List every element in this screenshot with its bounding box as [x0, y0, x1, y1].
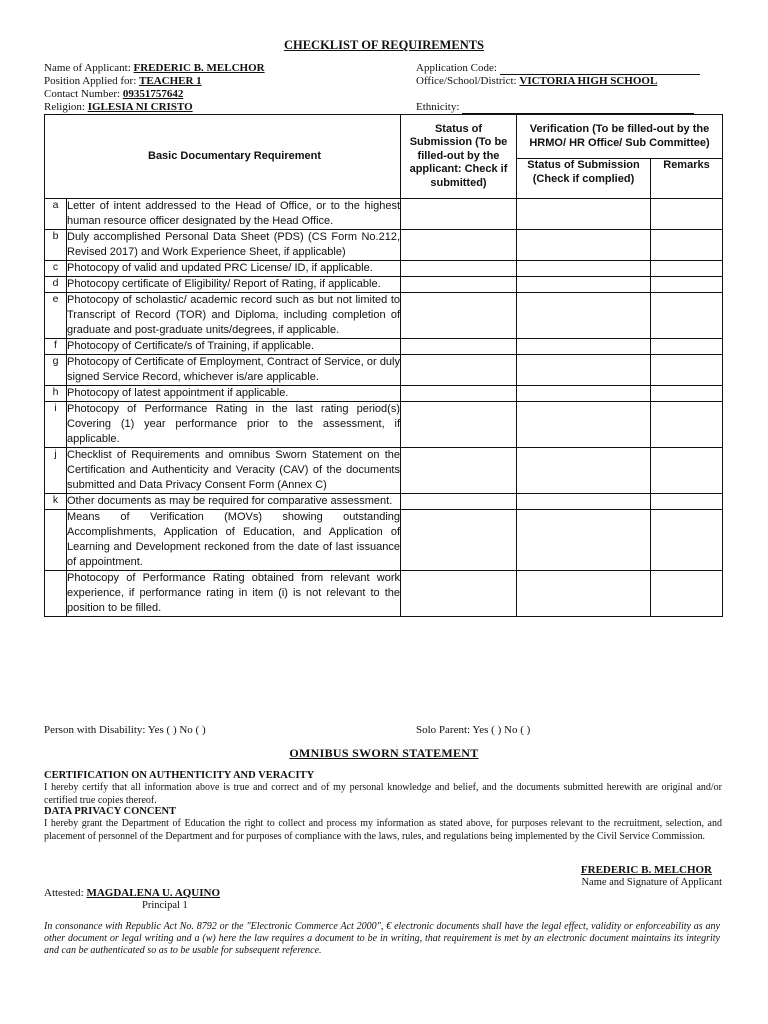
requirement-letter: [45, 571, 67, 617]
position-label: Position Applied for:: [44, 75, 137, 87]
requirement-letter: c: [45, 261, 67, 277]
requirement-text: Photocopy of Performance Rating obtained from relevant work experience, if performance rating in item (i) is not relevant to the position to be filled.: [67, 571, 401, 617]
header-verification-status: Status of Submission (Check if complied): [517, 159, 651, 199]
attested-label: Attested:: [44, 887, 84, 899]
remarks-cell[interactable]: [651, 386, 723, 402]
header-status: Status of Submission (To be filled-out by the applicant: Check if submitted): [401, 115, 517, 199]
applicant-name-line: [44, 62, 265, 75]
status-check-cell[interactable]: [401, 571, 517, 617]
requirement-row: [45, 386, 723, 402]
requirement-text: Checklist of Requirements and omnibus Sworn Statement on the Certification and Authenticity and Veracity (CAV) of the documents submitted and Data Privacy Consent Form (Annex C): [67, 448, 401, 494]
status-check-cell[interactable]: [401, 386, 517, 402]
requirements-table: [44, 114, 723, 617]
requirement-text: Photocopy of scholastic/ academic record such as but not limited to Transcript of Record (TOR) and Diploma, including completion of graduate and post-graduate units/degrees, if applicable.: [67, 293, 401, 339]
remarks-cell[interactable]: [651, 277, 723, 293]
requirement-letter: e: [45, 293, 67, 339]
requirement-text: Photocopy certificate of Eligibility/ Report of Rating, if applicable.: [67, 277, 401, 293]
requirement-letter: g: [45, 355, 67, 386]
requirement-text: Photocopy of latest appointment if applicable.: [67, 386, 401, 402]
religion-line: [44, 101, 193, 114]
requirement-letter: j: [45, 448, 67, 494]
requirement-letter: b: [45, 230, 67, 261]
ethnicity-line: [416, 101, 694, 114]
office-line: [416, 75, 657, 88]
contact-label: Contact Number:: [44, 88, 121, 100]
remarks-cell[interactable]: [651, 510, 723, 571]
requirement-text: Other documents as may be required for comparative assessment.: [67, 494, 401, 510]
remarks-cell[interactable]: [651, 355, 723, 386]
verification-check-cell[interactable]: [517, 199, 651, 230]
requirement-row: [45, 355, 723, 386]
requirement-row: [45, 494, 723, 510]
requirement-letter: f: [45, 339, 67, 355]
status-check-cell[interactable]: [401, 199, 517, 230]
document-title: CHECKLIST OF REQUIREMENTS: [283, 38, 485, 52]
office-label: Office/School/District:: [416, 75, 517, 87]
remarks-cell[interactable]: [651, 199, 723, 230]
requirement-row: [45, 448, 723, 494]
requirement-row: [45, 277, 723, 293]
attested-name: MAGDALENA U. AQUINO: [86, 887, 221, 899]
status-check-cell[interactable]: [401, 293, 517, 339]
verification-check-cell[interactable]: [517, 448, 651, 494]
applicant-name-value[interactable]: FREDERIC B. MELCHOR: [133, 62, 265, 74]
header-requirement: Basic Documentary Requirement: [45, 115, 401, 199]
privacy-text: I hereby grant the Department of Education the right to collect and process my information as stated above, for purposes relevant to the recruitment, selection, and placement of personnel of the Department and for purposes of compliance with the laws, rules, and regulations being implemented by the Civil Service Commission.: [44, 818, 722, 842]
requirement-letter: h: [45, 386, 67, 402]
remarks-cell[interactable]: [651, 448, 723, 494]
verification-check-cell[interactable]: [517, 386, 651, 402]
remarks-cell[interactable]: [651, 339, 723, 355]
signature-name: FREDERIC B. MELCHOR: [580, 864, 712, 876]
certification-text: I hereby certify that all information above is true and correct and of my personal knowledge and belief, and the documents submitted herewith are original and/or certified true copies thereof.: [44, 782, 722, 806]
status-check-cell[interactable]: [401, 230, 517, 261]
attested-line: [44, 887, 220, 899]
religion-value[interactable]: IGLESIA NI CRISTO: [87, 101, 193, 113]
status-check-cell[interactable]: [401, 494, 517, 510]
applicant-name-label: Name of Applicant:: [44, 62, 131, 74]
verification-check-cell[interactable]: [517, 339, 651, 355]
header-verification: Verification (To be filled-out by the HRMO/ HR Office/ Sub Committee): [517, 115, 723, 159]
status-check-cell[interactable]: [401, 277, 517, 293]
contact-value[interactable]: 09351757642: [122, 88, 184, 100]
requirement-row: [45, 293, 723, 339]
requirement-letter: i: [45, 402, 67, 448]
verification-check-cell[interactable]: [517, 277, 651, 293]
requirement-text: Photocopy of valid and updated PRC License/ ID, if applicable.: [67, 261, 401, 277]
ethnicity-label: Ethnicity:: [416, 101, 460, 113]
verification-check-cell[interactable]: [517, 261, 651, 277]
signature-caption: Name and Signature of Applicant: [581, 877, 722, 888]
requirement-row: [45, 339, 723, 355]
verification-check-cell[interactable]: [517, 510, 651, 571]
verification-check-cell[interactable]: [517, 230, 651, 261]
verification-check-cell[interactable]: [517, 494, 651, 510]
religion-label: Religion:: [44, 101, 85, 113]
remarks-cell[interactable]: [651, 571, 723, 617]
requirement-row: [45, 230, 723, 261]
ethnicity-field[interactable]: [462, 102, 694, 114]
omnibus-title: OMNIBUS SWORN STATEMENT: [289, 746, 479, 760]
verification-check-cell[interactable]: [517, 293, 651, 339]
office-value[interactable]: VICTORIA HIGH SCHOOL: [519, 75, 658, 87]
requirement-letter: a: [45, 199, 67, 230]
requirement-row: [45, 510, 723, 571]
contact-line: [44, 88, 183, 101]
application-code-field[interactable]: [500, 63, 700, 75]
status-check-cell[interactable]: [401, 261, 517, 277]
verification-check-cell[interactable]: [517, 402, 651, 448]
requirement-text: Letter of intent addressed to the Head of Office, or to the highest human resource officer designated by the Head Office.: [67, 199, 401, 230]
status-check-cell[interactable]: [401, 355, 517, 386]
solo-parent-line[interactable]: Solo Parent: Yes ( ) No ( ): [416, 724, 531, 736]
remarks-cell[interactable]: [651, 402, 723, 448]
position-line: [44, 75, 202, 88]
application-code-line: [416, 62, 700, 75]
status-check-cell[interactable]: [401, 448, 517, 494]
requirement-letter: d: [45, 277, 67, 293]
application-code-label: Application Code:: [416, 62, 497, 74]
status-check-cell[interactable]: [401, 339, 517, 355]
position-value[interactable]: TEACHER 1: [139, 75, 202, 87]
requirement-row: [45, 571, 723, 617]
pwd-line[interactable]: Person with Disability: Yes ( ) No ( ): [44, 724, 206, 736]
attested-title: Principal 1: [142, 900, 188, 911]
certification-heading: CERTIFICATION ON AUTHENTICITY AND VERACITY: [44, 770, 315, 781]
remarks-cell[interactable]: [651, 494, 723, 510]
requirement-text: Photocopy of Certificate/s of Training, if applicable.: [67, 339, 401, 355]
requirement-text: Duly accomplished Personal Data Sheet (PDS) (CS Form No.212, Revised 2017) and Work Experience Sheet, if applicable): [67, 230, 401, 261]
verification-check-cell[interactable]: [517, 355, 651, 386]
requirement-text: Photocopy of Performance Rating in the last rating period(s) Covering (1) year performance prior to the assessment, if applicable.: [67, 402, 401, 448]
remarks-cell[interactable]: [651, 230, 723, 261]
requirement-letter: [45, 510, 67, 571]
status-check-cell[interactable]: [401, 510, 517, 571]
requirement-row: [45, 402, 723, 448]
verification-check-cell[interactable]: [517, 571, 651, 617]
status-check-cell[interactable]: [401, 402, 517, 448]
header-remarks: Remarks: [651, 159, 723, 199]
legal-footer: In consonance with Republic Act No. 8792 or the "Electronic Commerce Act 2000", € electronic documents shall have the legal effect, validity or enforceability as any other document or legal writing and a (w) here the law requires a document to be in writing, that requirement is met by an electronic document maintains its integrity and can be authenticated so as to be usable for subsequent reference.: [44, 921, 720, 956]
remarks-cell[interactable]: [651, 293, 723, 339]
requirement-row: [45, 199, 723, 230]
requirement-text: Means of Verification (MOVs) showing outstanding Accomplishments, Application of Education, and Application of Learning and Development reckoned from the date of last issuance of appointment.: [67, 510, 401, 571]
privacy-heading: DATA PRIVACY CONCENT: [44, 806, 177, 817]
requirement-text: Photocopy of Certificate of Employment, Contract of Service, or duly signed Service Record, whichever is/are applicable.: [67, 355, 401, 386]
requirement-letter: k: [45, 494, 67, 510]
remarks-cell[interactable]: [651, 261, 723, 277]
requirement-row: [45, 261, 723, 277]
